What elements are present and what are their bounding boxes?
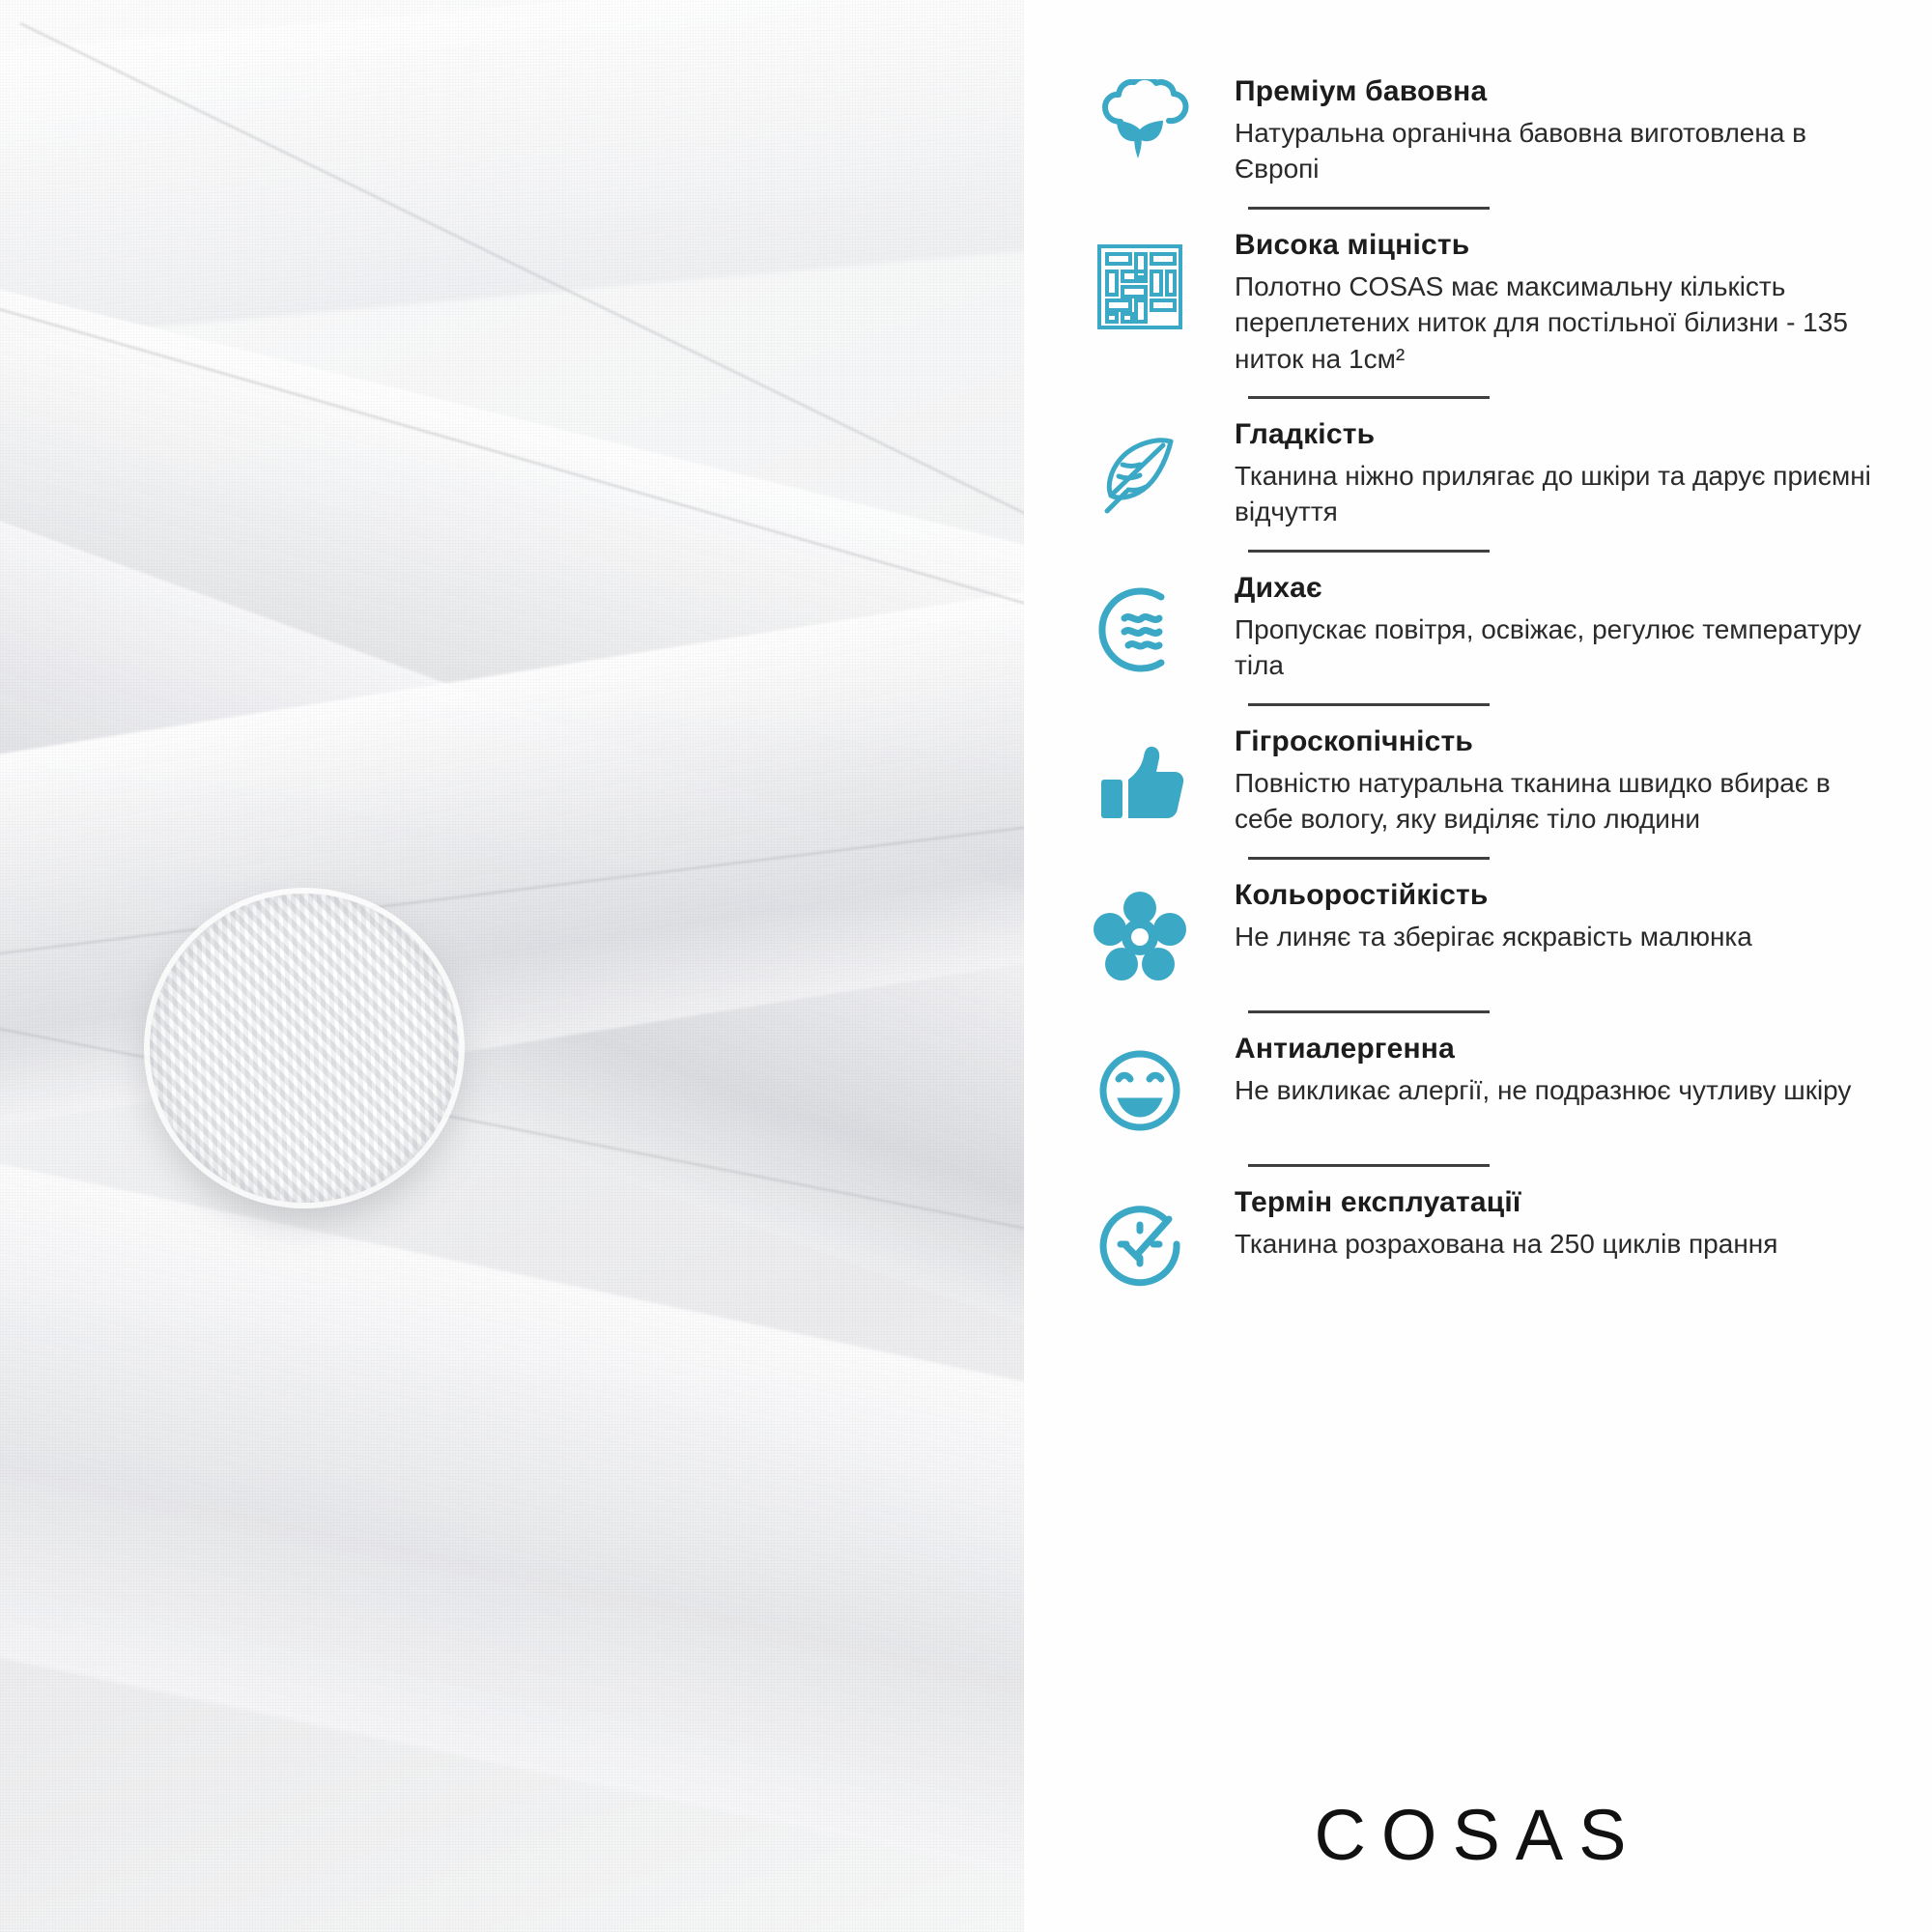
feature-text [1235,879,1874,954]
feature-title: Гігроскопічність [1235,725,1474,758]
feature-text [1235,1033,1874,1108]
feature-description: Натуральна органічна бавовна виготовлена в Європі [1235,117,1807,185]
feature-description: Тканина розрахована на 250 циклів прання [1235,1228,1778,1259]
feature-title: Висока міцність [1235,229,1470,261]
feature-text [1235,229,1874,377]
feature-text [1235,572,1874,684]
feature-divider [1248,1010,1490,1013]
feature-item [1082,1186,1874,1298]
feature-description: Тканина ніжно прилягає до шкіри та дарує приємні відчуття [1235,460,1871,527]
feature-title: Антиалергенна [1235,1033,1455,1065]
brand-name: COSAS [1314,1795,1642,1875]
feature-title: Дихає [1235,572,1322,605]
fabric-macro-zoom-circle [150,894,459,1203]
feature-divider [1248,1164,1490,1167]
feature-divider [1248,396,1490,399]
feature-divider [1248,550,1490,553]
feature-text [1235,725,1874,838]
clock-check-icon [1082,1186,1198,1298]
feature-item [1082,418,1874,530]
feature-title: Гладкість [1235,418,1376,451]
weave-grid-icon [1082,229,1198,341]
feature-description: Повністю натуральна тканина швидко вбирає в себе вологу, яку виділяє тіло людини [1235,767,1831,835]
feature-item [1082,1033,1874,1145]
feature-text [1235,418,1874,530]
feature-item [1082,572,1874,684]
feature-title: Преміум бавовна [1235,75,1488,107]
feature-text [1235,75,1874,187]
feature-text [1235,1186,1874,1262]
feature-item [1082,725,1874,838]
feature-item [1082,879,1874,991]
brand-logo [1024,1794,1932,1876]
smiley-face-icon [1082,1033,1198,1145]
feature-title: Кольоростійкість [1235,879,1489,912]
feature-description: Полотно COSAS має максимальну кількість переплетених ниток для постільної білизни - 135 ниток на 1см² [1235,270,1848,374]
feature-item [1082,229,1874,377]
feature-divider [1248,857,1490,860]
cotton-flower-icon [1082,75,1198,187]
feature-description: Не линяє та зберігає яскравість малюнка [1235,921,1752,952]
feather-icon [1082,418,1198,530]
feature-item [1082,75,1874,187]
feature-divider [1248,207,1490,210]
air-flow-icon [1082,572,1198,684]
feature-description: Пропускає повітря, освіжає, регулює температуру тіла [1235,613,1861,681]
feature-title: Термін експлуатації [1235,1186,1521,1219]
feature-divider [1248,703,1490,706]
feature-list [1024,0,1932,1932]
feature-description: Не викликає алергії, не подразнює чутливу шкіру [1235,1074,1852,1105]
flower-icon [1082,879,1198,991]
thumbs-up-icon [1082,725,1198,838]
